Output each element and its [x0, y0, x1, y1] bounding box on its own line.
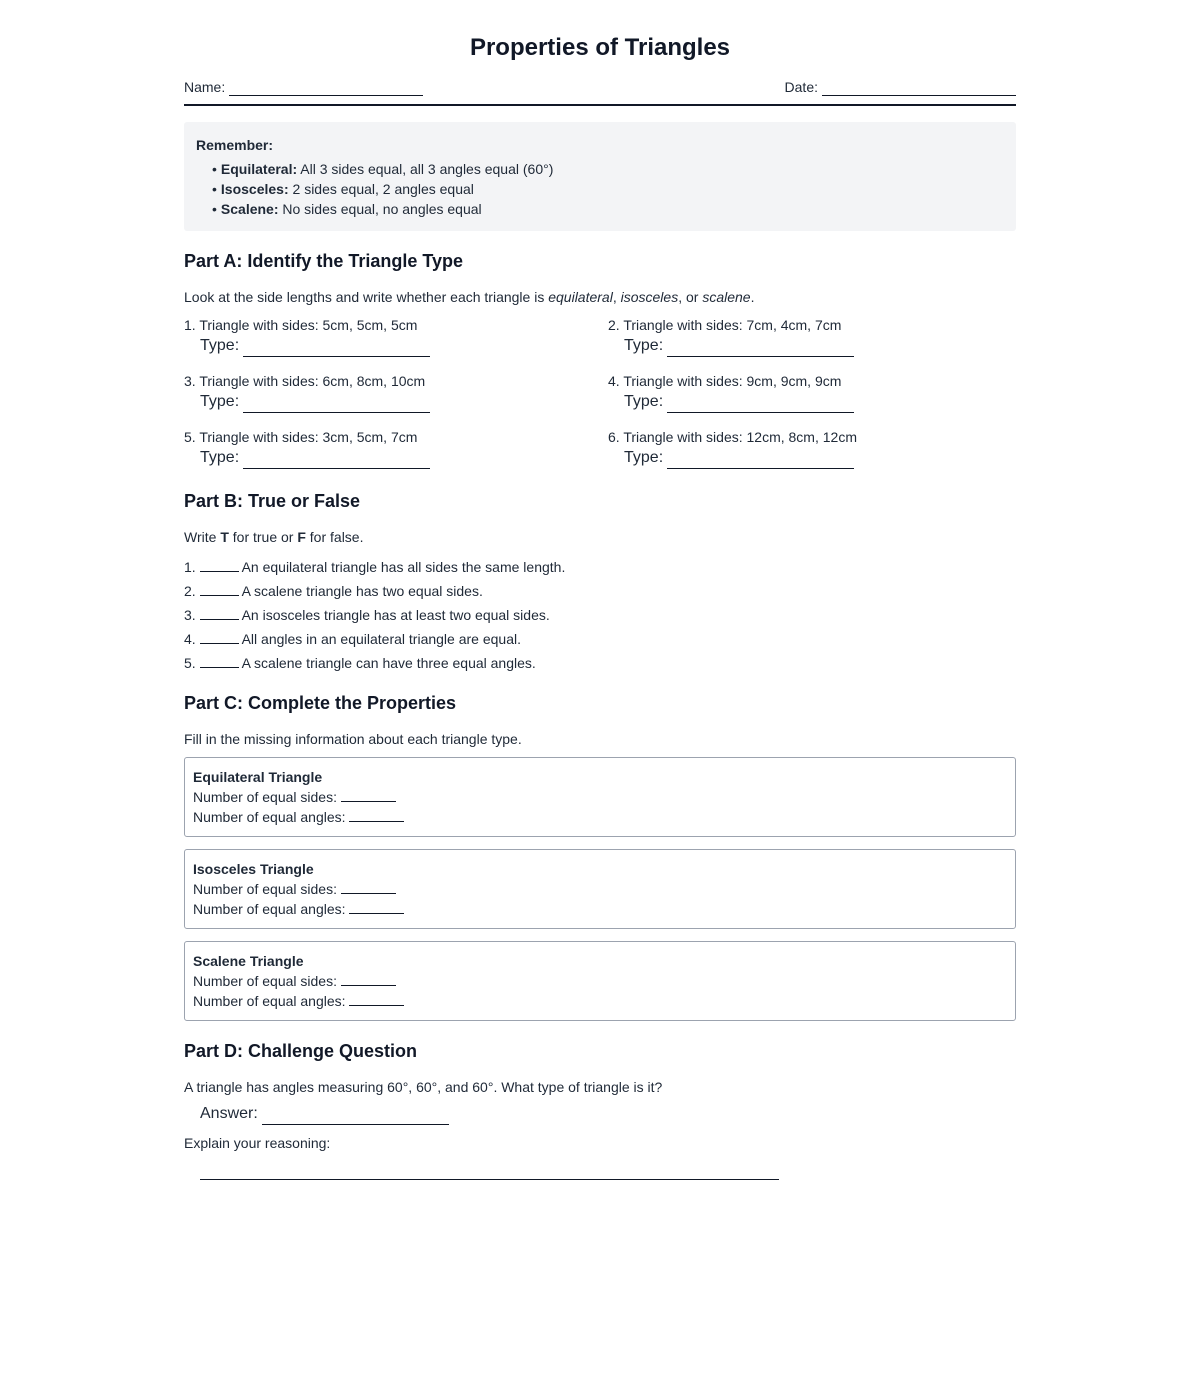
type-blank[interactable] — [243, 412, 430, 413]
answer-blank[interactable] — [262, 1124, 449, 1125]
question-text: 2. Triangle with sides: 7cm, 4cm, 7cm — [608, 317, 842, 333]
challenge-question: A triangle has angles measuring 60°, 60°, and 60°. What type of triangle is it? — [184, 1079, 663, 1095]
part-a-instruction — [184, 287, 1016, 307]
instr-option: equilateral — [548, 289, 613, 305]
page-title: Properties of Triangles — [469, 34, 731, 61]
tf-item — [184, 651, 1016, 675]
part-d-section — [184, 1039, 1016, 1180]
instr-option: scalene — [702, 289, 751, 305]
part-b-instruction — [184, 527, 1016, 547]
sides-label: Number of equal sides: — [193, 973, 337, 989]
property-box-title: Isosceles Triangle — [193, 861, 314, 877]
explain-label: Explain your reasoning: — [184, 1135, 331, 1151]
instr-sep: , or — [678, 289, 703, 305]
instr-false: F — [297, 529, 306, 545]
tf-statement: All angles in an equilateral triangle are equal. — [241, 631, 521, 647]
property-boxes — [184, 757, 1016, 1021]
part-b-heading: Part B: True or False — [184, 491, 361, 511]
name-blank[interactable] — [229, 95, 423, 96]
part-a-question — [608, 371, 1016, 413]
property-box-title: Scalene Triangle — [193, 953, 304, 969]
part-a-question — [184, 371, 608, 413]
tf-item — [184, 603, 1016, 627]
remember-text: 2 sides equal, 2 angles equal — [292, 181, 474, 197]
tf-item — [184, 579, 1016, 603]
instr-true: T — [220, 529, 229, 545]
part-a-question — [608, 315, 1016, 357]
type-label: Type: — [624, 337, 664, 354]
name-label: Name: — [184, 79, 226, 95]
remember-item — [212, 199, 1004, 219]
name-field-group — [184, 78, 423, 96]
angles-blank[interactable] — [349, 991, 404, 1006]
remember-box — [184, 122, 1016, 231]
sides-label: Number of equal sides: — [193, 881, 337, 897]
tf-blank[interactable] — [200, 652, 239, 668]
question-text: 1. Triangle with sides: 5cm, 5cm, 5cm — [184, 317, 418, 333]
tf-number: 3. — [184, 607, 196, 623]
part-c-heading: Part C: Complete the Properties — [184, 693, 457, 713]
remember-text: All 3 sides equal, all 3 angles equal (60°) — [300, 161, 554, 177]
angles-blank[interactable] — [349, 807, 404, 822]
remember-term: Equilateral: — [220, 161, 298, 177]
remember-list — [196, 159, 1004, 219]
type-label: Type: — [200, 337, 240, 354]
tf-statement: A scalene triangle can have three equal angles. — [241, 655, 536, 671]
part-a-questions — [184, 315, 1016, 469]
question-text: 4. Triangle with sides: 9cm, 9cm, 9cm — [608, 373, 842, 389]
part-c-section — [184, 691, 1016, 1021]
tf-statement: An isosceles triangle has at least two equal sides. — [241, 607, 550, 623]
answer-label: Answer: — [200, 1105, 258, 1122]
part-a-question — [184, 315, 608, 357]
instr-text: for false. — [305, 529, 364, 545]
tf-item — [184, 555, 1016, 579]
property-box-scalene — [184, 941, 1016, 1021]
tf-blank[interactable] — [200, 556, 239, 572]
tf-number: 2. — [184, 583, 196, 599]
date-blank[interactable] — [822, 95, 1016, 96]
tf-blank[interactable] — [200, 628, 239, 644]
remember-label: Remember: — [196, 137, 274, 153]
instr-text: . — [750, 289, 755, 305]
property-row — [193, 971, 1007, 991]
property-row — [193, 787, 1007, 807]
remember-item — [212, 179, 1004, 199]
property-row — [193, 807, 1007, 827]
tf-number: 5. — [184, 655, 196, 671]
type-blank[interactable] — [667, 412, 854, 413]
instr-text: Write — [184, 529, 221, 545]
type-label: Type: — [200, 449, 240, 466]
sides-blank[interactable] — [341, 787, 396, 802]
date-field-group — [785, 78, 1016, 96]
sides-blank[interactable] — [341, 971, 396, 986]
type-label: Type: — [624, 393, 664, 410]
true-false-list — [184, 555, 1016, 675]
question-text: 5. Triangle with sides: 3cm, 5cm, 7cm — [184, 429, 418, 445]
name-date-row — [184, 78, 1016, 106]
remember-term: Isosceles: — [220, 181, 289, 197]
type-blank[interactable] — [243, 356, 430, 357]
part-b-section — [184, 489, 1016, 675]
type-blank[interactable] — [243, 468, 430, 469]
angles-label: Number of equal angles: — [193, 809, 346, 825]
property-row — [193, 899, 1007, 919]
angles-blank[interactable] — [349, 899, 404, 914]
angles-label: Number of equal angles: — [193, 993, 346, 1009]
sides-label: Number of equal sides: — [193, 789, 337, 805]
remember-term: Scalene: — [220, 201, 279, 217]
sides-blank[interactable] — [341, 879, 396, 894]
tf-item — [184, 627, 1016, 651]
part-a-heading: Part A: Identify the Triangle Type — [184, 251, 464, 271]
part-a-question — [184, 427, 608, 469]
instr-sep: , — [612, 289, 621, 305]
question-text: 3. Triangle with sides: 6cm, 8cm, 10cm — [184, 373, 426, 389]
part-a-section — [184, 249, 1016, 469]
instr-option: isosceles — [620, 289, 679, 305]
instr-text: for true or — [228, 529, 298, 545]
tf-number: 4. — [184, 631, 196, 647]
question-text: 6. Triangle with sides: 12cm, 8cm, 12cm — [608, 429, 857, 445]
type-label: Type: — [624, 449, 664, 466]
property-box-title: Equilateral Triangle — [193, 769, 323, 785]
remember-text: No sides equal, no angles equal — [282, 201, 482, 217]
remember-item — [212, 159, 1004, 179]
date-label: Date: — [784, 79, 818, 95]
type-label: Type: — [200, 393, 240, 410]
tf-number: 1. — [184, 559, 196, 575]
property-box-equilateral — [184, 757, 1016, 837]
answer-row — [184, 1103, 1016, 1125]
type-blank[interactable] — [667, 468, 854, 469]
angles-label: Number of equal angles: — [193, 901, 346, 917]
property-row — [193, 879, 1007, 899]
tf-blank[interactable] — [200, 604, 239, 620]
part-a-question — [608, 427, 1016, 469]
worksheet-page — [184, 0, 1016, 1180]
part-d-heading: Part D: Challenge Question — [184, 1041, 418, 1061]
tf-blank[interactable] — [200, 580, 239, 596]
tf-statement: A scalene triangle has two equal sides. — [241, 583, 483, 599]
type-blank[interactable] — [667, 356, 854, 357]
instr-text: Look at the side lengths and write whether each triangle is — [184, 289, 549, 305]
property-row — [193, 991, 1007, 1011]
tf-statement: An equilateral triangle has all sides the same length. — [241, 559, 566, 575]
explain-blank[interactable] — [200, 1165, 779, 1180]
part-c-instruction: Fill in the missing information about each triangle type. — [184, 731, 522, 747]
property-box-isosceles — [184, 849, 1016, 929]
